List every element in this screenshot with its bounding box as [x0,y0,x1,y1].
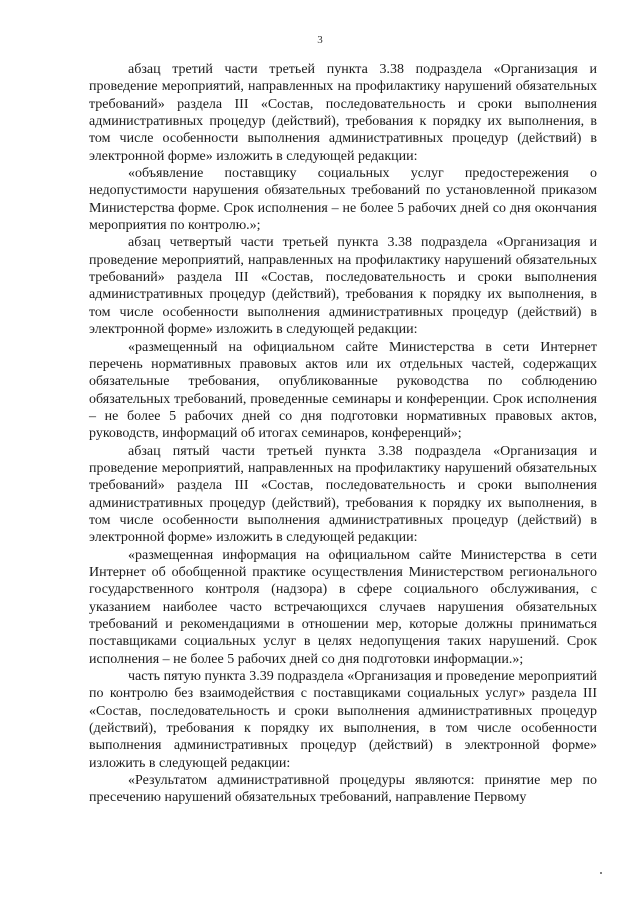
paragraph: «размещенная информация на официальном сайте Министерства в сети Интернет об обобщенной практике осуществления Министерством регионального государственного контроля (надзора) в сфере социального обслуживания, с указанием наиболее часто встречающихся случаев нарушения обязательных требований и рекомендациями в отношении мер, которые должны приниматься поставщиками социальных услуг в целях недопущения таких нарушений. Срок исполнения – не более 5 рабочих дней со дня подготовки информации.»; [89,547,597,667]
scan-speck [600,872,602,874]
paragraph: часть пятую пункта 3.39 подраздела «Организация и проведение мероприятий по контролю без взаимодействия с поставщиками социальных услуг» раздела III «Состав, последовательность и сроки выполнения административных процедур (действий), требования к порядку их выполнения, в том числе особенности выполнения административных процедур (действий) в электронной форме» изложить в следующей редакции: [89,669,597,771]
document-body [89,61,597,807]
paragraph: абзац четвертый части третьей пункта 3.38 подраздела «Организация и проведение мероприятий, направленных на профилактику нарушений обязательных требований» раздела III «Состав, последовательность и сроки выполнения административных процедур (действий), требования к порядку их выполнения, в том числе особенности выполнения административных процедур (действий) в электронной форме» изложить в следующей редакции: [89,235,597,338]
paragraph: «объявление поставщику социальных услуг предостережения о недопустимости нарушения обязательных требований по установленной приказом Министерства форме. Срок исполнения – не более 5 рабочих дней со дня окончания мероприятия по контролю.»; [89,166,597,234]
paragraph: «Результатом административной процедуры являются: принятие мер по пресечению нарушений обязательных требований, направление Первому [89,773,597,806]
paragraph: абзац пятый части третьей пункта 3.38 подраздела «Организация и проведение мероприятий, направленных на профилактику нарушений обязательных требований» раздела III «Состав, последовательность и сроки выполнения административных процедур (действий), требования к порядку их выполнения, в том числе особенности выполнения административных процедур (действий) в электронной форме» изложить в следующей редакции: [89,443,597,546]
page-number: 3 [317,34,323,46]
paragraph: «размещенный на официальном сайте Министерства в сети Интернет перечень нормативных правовых актов или их отдельных частей, содержащих обязательные требования, опубликованные руководства по соблюдению обязательных требований, проведенные семинары и конференции. Срок исполнения – не более 5 рабочих дней со дня подготовки нормативных правовых актов, руководств, информаций об итогах семинаров, конференций»; [89,339,597,442]
paragraph: абзац третий части третьей пункта 3.38 подраздела «Организация и проведение мероприятий, направленных на профилактику нарушений обязательных требований» раздела III «Состав, последовательность и сроки выполнения административных процедур (действий), требования к порядку их выполнения, в том числе особенности выполнения административных процедур (действий) в электронной форме» изложить в следующей редакции: [89,62,597,164]
